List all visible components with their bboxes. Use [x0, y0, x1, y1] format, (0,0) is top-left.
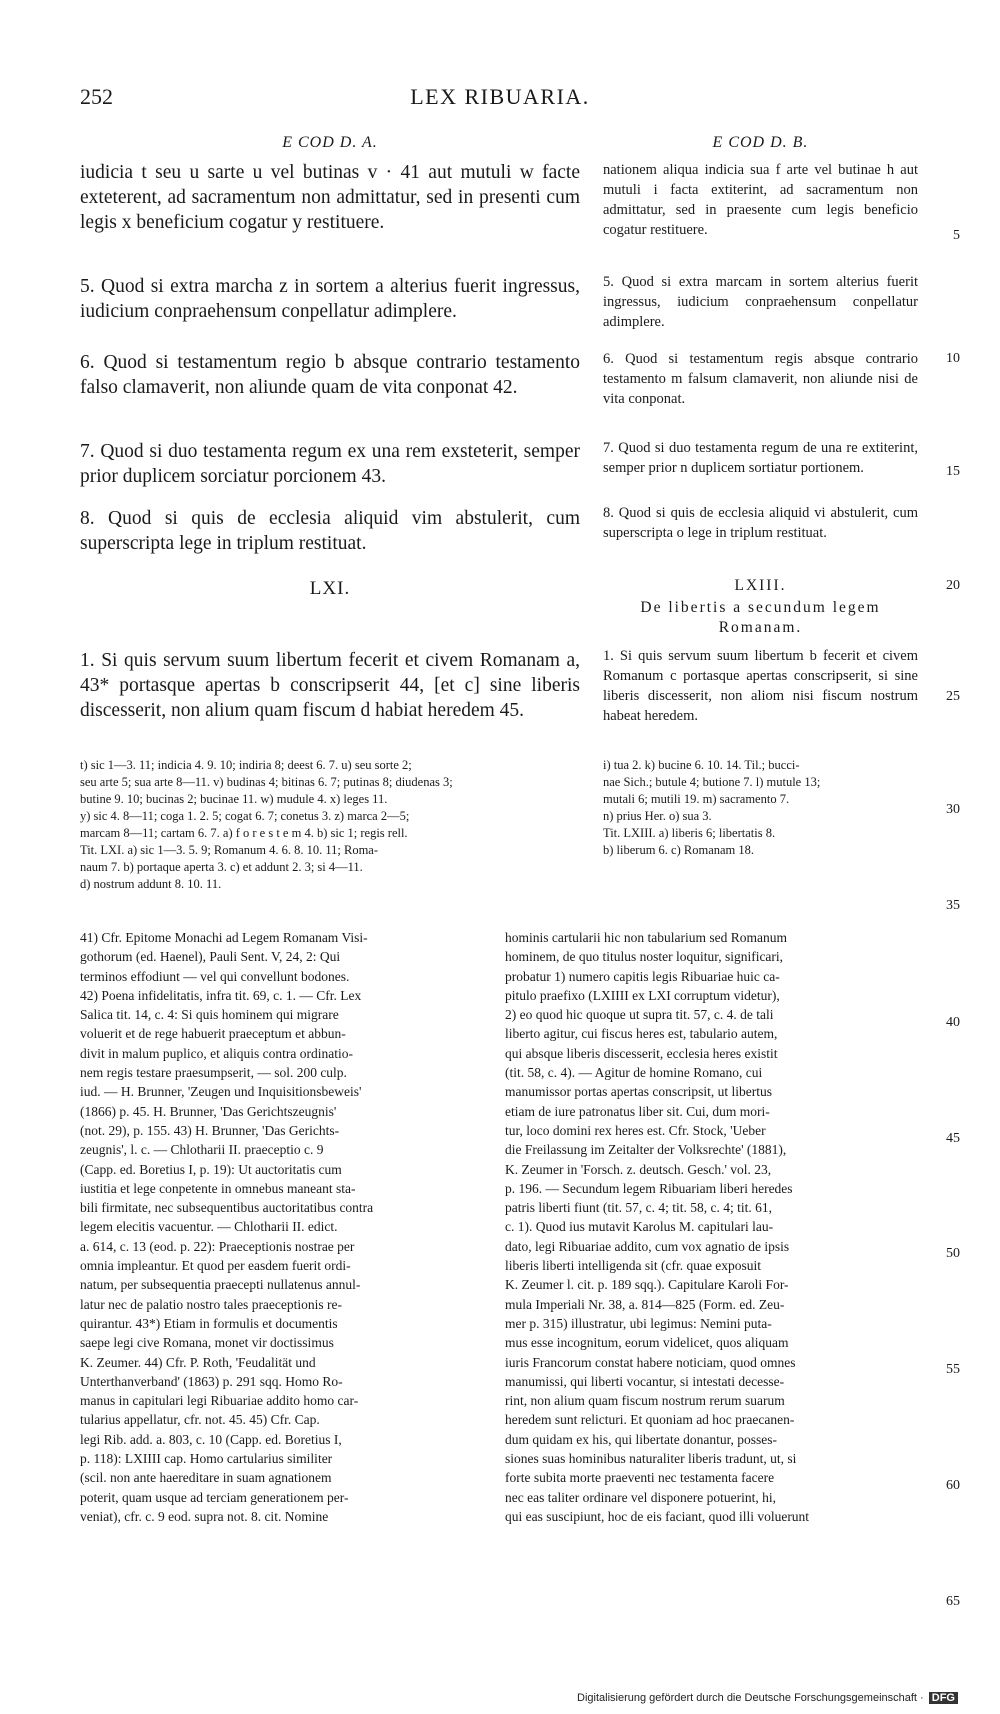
dfg-logo: DFG	[929, 1692, 958, 1704]
col-a-paragraph-8: 8. Quod si quis de ecclesia aliquid vim abstulerit, cum superscripta lege in triplum restituat.	[80, 508, 580, 554]
footnote-line: qui absque liberis discesserit, ecclesia heres existit	[505, 1045, 778, 1061]
footnote-line: manumissi, qui liberti vocantur, si intestati decesse-	[505, 1373, 785, 1389]
footnote-line: omnia impleantur. Et quod per easdem fuerit ordi-	[80, 1258, 351, 1274]
line-number: 60	[946, 1478, 960, 1493]
footnote-line: liberis liberti intelligenda sit (cfr. quae exposuit	[505, 1258, 762, 1274]
apparatus-line: butine 9. 10; bucinas 2; bucinae 11. w) mudule 4. x) leges 11.	[80, 792, 388, 806]
line-number: 15	[946, 464, 960, 479]
footnote-line: rint, non alium quam fiscum nostrum rerum suarum	[505, 1393, 785, 1409]
footnote-line: (tit. 58, c. 4). — Agitur de homine Romano, cui	[505, 1065, 763, 1081]
footnote-line: saepe legi cive Romana, monet vir doctissimus	[80, 1335, 334, 1351]
apparatus-line: i) tua 2. k) bucine 6. 10. 14. Til.; bucci-	[603, 758, 800, 772]
footnote-line: qui eas suscipiunt, hoc de eis faciant, quod illi voluerunt	[505, 1508, 810, 1524]
col-b-lxiii-paragraph-1: 1. Si quis servum suum libertum b fecerit et civem Romanum c portasque apertas conscripserit, si sine liberis discesserit, non aliom nisi fiscum nostrum habeat heredem.	[603, 648, 918, 724]
line-number: 10	[946, 351, 960, 366]
line-number: 65	[946, 1594, 960, 1609]
col-b-section-subheading: De libertis a secundum legem Romanam.	[640, 599, 881, 636]
footnote-line: Unterthanverband' (1863) p. 291 sqq. Homo Ro-	[80, 1373, 343, 1389]
footnote-line: latur nec de palatio nostro tales praeceptionis re-	[80, 1296, 343, 1312]
footnote-line: iud. — H. Brunner, 'Zeugen und Inquisitionsbeweis'	[80, 1084, 362, 1100]
col-a-paragraph-6: 6. Quod si testamentum regio b absque contrario testamento falso clamaverit, non aliunde quam de vita conponat 42.	[80, 352, 580, 398]
footnote-line: a. 614, c. 13 (eod. p. 22): Praeceptionis nostrae per	[80, 1238, 355, 1254]
footnote-line: terminos effodiunt — vel qui convellunt bodones.	[80, 968, 350, 984]
col-b-apparatus	[603, 757, 918, 859]
footnote-line: bili firmitate, nec subsequentibus auctoritatibus contra	[80, 1200, 374, 1216]
footnote-line: gothorum (ed. Haenel), Pauli Sent. V, 24, 2: Qui	[80, 949, 341, 965]
col-b-paragraph-8: 8. Quod si quis de ecclesia aliquid vi abstulerit, cum superscripta o lege in triplum restituat.	[603, 505, 918, 541]
footnote-line: heredem sunt relicturi. Et quoniam ad hoc praecanen-	[505, 1412, 795, 1428]
footnote-line: p. 196. — Secundum legem Ribuariam liberi heredes	[505, 1180, 793, 1196]
footnote-line: zeugnis', l. c. — Chlotharii II. praeceptio c. 9	[80, 1142, 324, 1158]
col-b-paragraph-cont: nationem aliqua indicia sua f arte vel butinae h aut mutuli i facta extiterint, ad sacramentum non admittatur, sed in praesente cum legis beneficio cogatur restituere.	[603, 162, 918, 238]
footnote-line: divit in malum puplico, et aliquis contra ordinatio-	[80, 1045, 353, 1061]
apparatus-line: Tit. LXIII. a) liberis 6; libertatis 8.	[603, 826, 776, 840]
footnote-line: K. Zeumer l. cit. p. 189 sqq.). Capitulare Karoli For-	[505, 1277, 789, 1293]
footnote-line: pitulo praefixo (LXIIII ex LXI corruptum videtur),	[505, 987, 780, 1003]
line-number: 45	[946, 1131, 960, 1146]
apparatus-line: t) sic 1—3. 11; indicia 4. 9. 10; indiria 8; deest 6. 7. u) seu sorte 2;	[80, 758, 412, 772]
footnote-line: etiam de iure patronatus liber sit. Cui, dum mori-	[505, 1103, 770, 1119]
line-number: 35	[946, 898, 960, 913]
footnote-line: forte subita morte praeventi nec testamenta facere	[505, 1470, 775, 1486]
apparatus-line: y) sic 4. 8—11; coga 1. 2. 5; cogat 6. 7; conetus 3. z) marca 2—5;	[80, 809, 410, 823]
footnote-line: c. 1). Quod ius mutavit Karolus M. capitulari lau-	[505, 1219, 774, 1235]
apparatus-line: marcam 8—11; cartam 6. 7. a) f o r e s t e m 4. b) sic 1; regis rell.	[80, 826, 408, 840]
footnote-line: legi Rib. add. a. 803, c. 10 (Capp. ed. Boretius I,	[80, 1431, 342, 1447]
col-a-paragraph-7: 7. Quod si duo testamenta regum ex una rem exsteterit, semper prior duplicem sorciatur porcionem 43.	[80, 441, 580, 487]
footnote-line: manus in capitulari legi Ribuariae addito homo car-	[80, 1393, 359, 1409]
col-a-paragraph-5: 5. Quod si extra marcha z in sortem a alterius fuerit ingressus, iudicium conpraehensum conpellatur adimplere.	[80, 276, 580, 322]
footer-credit	[577, 1692, 958, 1704]
footnote-line: hominem, de quo titulus noster loquitur, significari,	[505, 949, 784, 965]
footnote-line: iuris Francorum constat habere noticiam, quod omnes	[505, 1354, 796, 1370]
col-b-paragraph-5: 5. Quod si extra marcam in sortem alterius fuerit ingressus, iudicium conpraehensum conpellatur adimplere.	[603, 274, 918, 330]
footnote-line: mula Imperiali Nr. 38, a. 814—825 (Form. ed. Zeu-	[505, 1296, 785, 1312]
col-b-paragraph-7: 7. Quod si duo testamenta regum de una re extiterint, semper prior n duplicem sortiatur portionem.	[603, 440, 918, 476]
footnote-line: manumissor portas apertas conscripsit, ut libertus	[505, 1084, 772, 1100]
footnote-line: (not. 29), p. 155. 43) H. Brunner, 'Das Gerichts-	[80, 1122, 340, 1138]
line-number: 55	[946, 1362, 960, 1377]
column-b-label: E COD D. B.	[712, 134, 809, 151]
footnote-line: Salica tit. 14, c. 4: Si quis hominem qui migrare	[80, 1007, 339, 1023]
footnote-line: (1866) p. 45. H. Brunner, 'Das Gerichtszeugnis'	[80, 1103, 337, 1119]
col-a-apparatus	[80, 757, 580, 893]
footnotes-left	[80, 928, 495, 1526]
apparatus-line: naum 7. b) portaque aperta 3. c) et addunt 2. 3; si 4—11.	[80, 860, 363, 874]
footnote-line: mer p. 315) illustratur, ubi legimus: Nemini puta-	[505, 1315, 772, 1331]
footnote-line: (scil. non ante haereditare in suam agnationem	[80, 1470, 332, 1486]
column-a-label: E COD D. A.	[282, 134, 378, 151]
line-number: 20	[946, 578, 960, 593]
line-number: 30	[946, 802, 960, 817]
footnote-line: K. Zeumer in 'Forsch. z. deutsch. Gesch.' vol. 23,	[505, 1161, 772, 1177]
footnote-line: tur, loco domini rex heres est. Cfr. Stock, 'Ueber	[505, 1122, 766, 1138]
col-a-lxi-paragraph-1: 1. Si quis servum suum libertum fecerit et civem Romanam a, 43* portasque apertas b conscripserit 44, [et c] sine liberis discesserit, non alium quam fiscum d habiat heredem 45.	[80, 650, 580, 721]
col-a-paragraph-cont: iudicia t seu u sarte u vel butinas v · 41 aut mutuli w facte exteterent, ad sacramentum non admittatur, sed in presenti cum legis x beneficium cogatur y restituere.	[80, 162, 580, 233]
footnote-line: (Capp. ed. Boretius I, p. 19): Ut auctoritatis cum	[80, 1161, 342, 1177]
footnote-line: quirantur. 43*) Etiam in formulis et documentis	[80, 1315, 338, 1331]
apparatus-line: n) prius Her. o) sua 3.	[603, 809, 712, 823]
footnote-line: nem regis testare praesumpserit, — sol. 200 culp.	[80, 1065, 347, 1081]
footnote-line: 41) Cfr. Epitome Monachi ad Legem Romanam Visi-	[80, 930, 368, 945]
footnote-line: legem elecitis vacuentur. — Chlotharii II. edict.	[80, 1219, 338, 1235]
col-b-paragraph-6: 6. Quod si testamentum regis absque contrario testamento m falsum clamaverit, non aliunde nisi de vita conponat.	[603, 351, 918, 407]
apparatus-line: seu arte 5; sua arte 8—11. v) budinas 4; bitinas 6. 7; putinas 8; diudenas 3;	[80, 775, 453, 789]
footnote-line: dum quidam ex his, qui libertate donantur, posses-	[505, 1431, 778, 1447]
line-number: 25	[946, 689, 960, 704]
footnote-line: 2) eo quod hic quoque ut supra tit. 57, c. 4. de tali	[505, 1007, 774, 1023]
footnote-line: K. Zeumer. 44) Cfr. P. Roth, 'Feudalität und	[80, 1354, 316, 1370]
footnotes-right	[505, 928, 915, 1526]
line-number: 50	[946, 1246, 960, 1261]
footnote-line: veniat), cfr. c. 9 eod. supra not. 8. cit. Nomine	[80, 1508, 329, 1524]
line-number: 40	[946, 1015, 960, 1030]
footnote-line: natum, per subsequentia praecepti nullatenus annul-	[80, 1277, 361, 1293]
col-a-section-heading: LXI.	[309, 578, 351, 599]
page-number: 252	[80, 84, 113, 109]
footnote-line: poterit, quam usque ad terciam generationem per-	[80, 1489, 349, 1505]
footnote-line: voluerit et de rege habuerit praeceptum et abbun-	[80, 1026, 346, 1042]
line-number: 5	[953, 228, 960, 243]
apparatus-line: d) nostrum addunt 8. 10. 11.	[80, 877, 222, 891]
footnote-line: siones suas hominibus naturaliter liberis tradunt, ut, si	[505, 1451, 797, 1467]
footnote-line: hominis cartularii hic non tabularium sed Romanum	[505, 930, 787, 945]
apparatus-line: Tit. LXI. a) sic 1—3. 5. 9; Romanum 4. 6. 8. 10. 11; Roma-	[80, 843, 379, 857]
apparatus-line: nae Sich.; butule 4; butione 7. l) mutule 13;	[603, 775, 821, 789]
footnote-line: probatur 1) numero capitis legis Ribuariae huic ca-	[505, 968, 780, 984]
footnote-line: mus esse incognitum, eorum videlicet, quos aliquam	[505, 1335, 789, 1351]
apparatus-line: mutali 6; mutili 19. m) sacramento 7.	[603, 792, 790, 806]
col-b-section-heading: LXIII.	[734, 577, 787, 594]
footnote-line: patris liberti fiunt (tit. 57, c. 4; tit. 58, c. 4; tit. 61,	[505, 1200, 772, 1216]
footnote-line: liberto agitur, cui fiscus heres est, tabulario autem,	[505, 1026, 778, 1042]
footnote-line: tularius appellatur, cfr. not. 45. 45) Cfr. Cap.	[80, 1412, 320, 1428]
footnote-line: dato, legi Ribuariae addito, cum vox agnatio de ipsis	[505, 1238, 790, 1254]
running-head: LEX RIBUARIA.	[410, 84, 590, 109]
footnote-line: 42) Poena infidelitatis, infra tit. 69, c. 1. — Cfr. Lex	[80, 987, 362, 1003]
footnote-line: iustitia et lege conpetente in omnebus maneant sta-	[80, 1180, 356, 1196]
apparatus-line: b) liberum 6. c) Romanam 18.	[603, 843, 755, 857]
footer-text: Digitalisierung gefördert durch die Deutsche Forschungsgemeinschaft ·	[577, 1692, 924, 1704]
footnote-line: die Freilassung im Zeitalter der Volksrechte' (1881),	[505, 1142, 787, 1158]
footnote-line: p. 118): LXIIII cap. Homo cartularius similiter	[80, 1451, 333, 1467]
footnote-line: nec eas taliter ordinare vel disponere potuerint, hi,	[505, 1489, 777, 1505]
